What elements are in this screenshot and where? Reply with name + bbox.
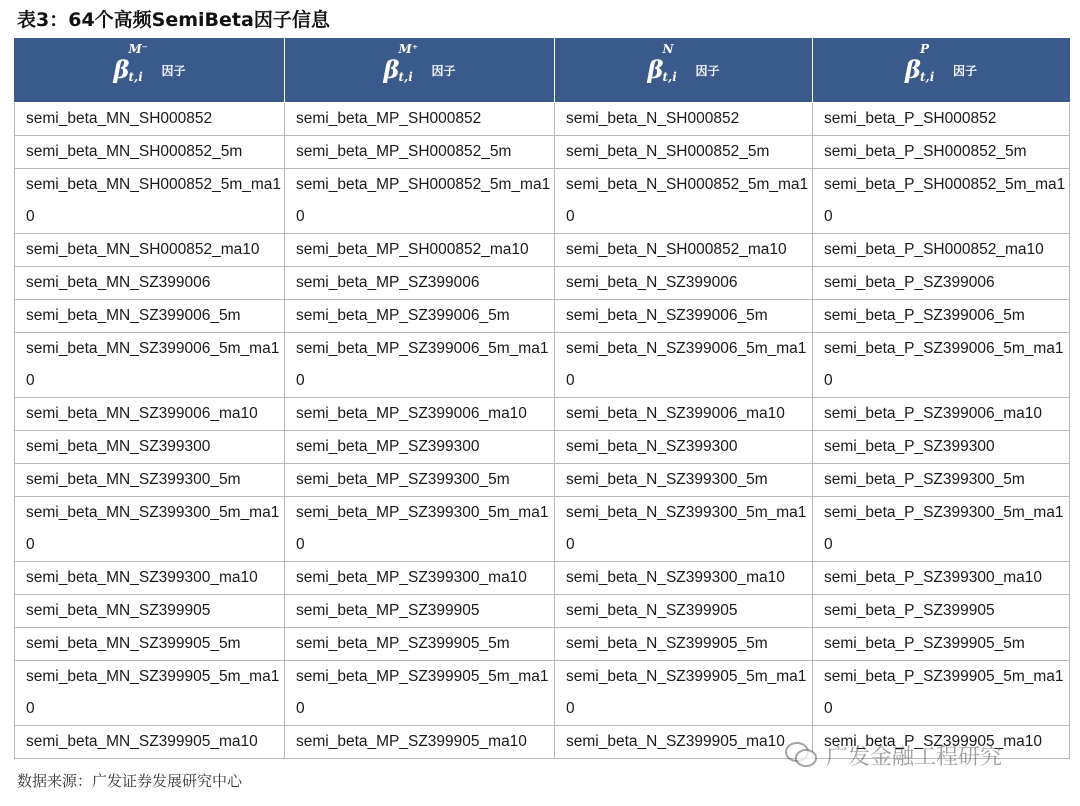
table-cell: semi_beta_N_SZ399300_5m_ma10 (555, 497, 813, 562)
table-cell: semi_beta_N_SZ399006 (555, 267, 813, 300)
table-cell: semi_beta_MP_SH000852 (285, 103, 555, 136)
table-cell: semi_beta_MN_SZ399905_ma10 (15, 726, 285, 759)
table-cell: semi_beta_P_SZ399300_5m_ma10 (813, 497, 1070, 562)
table-cell: semi_beta_MN_SH000852_5m_ma10 (15, 169, 285, 234)
table-cell: semi_beta_MP_SZ399300_5m_ma10 (285, 497, 555, 562)
table-cell: semi_beta_MP_SZ399905 (285, 595, 555, 628)
table-row (15, 300, 1070, 333)
beta-symbol: β P t,i (905, 42, 935, 84)
table-body (15, 103, 1070, 759)
table-cell: semi_beta_P_SH000852_ma10 (813, 234, 1070, 267)
table-cell: semi_beta_MN_SZ399006_5m (15, 300, 285, 333)
table-row (15, 661, 1070, 726)
table-row (15, 562, 1070, 595)
table-cell: semi_beta_P_SZ399300_ma10 (813, 562, 1070, 595)
table-cell: semi_beta_N_SH000852_ma10 (555, 234, 813, 267)
beta-symbol: β N t,i (647, 42, 677, 84)
table-cell: semi_beta_P_SH000852_5m_ma10 (813, 169, 1070, 234)
table-row (15, 169, 1070, 234)
beta-symbol: β M⁻ t,i (113, 42, 149, 84)
table-header (15, 38, 1070, 103)
table-cell: semi_beta_P_SZ399905_5m_ma10 (813, 661, 1070, 726)
beta-symbol: β M⁺ t,i (383, 42, 419, 84)
table-cell: semi_beta_MP_SZ399006_ma10 (285, 398, 555, 431)
watermark (784, 733, 1060, 777)
table-cell: semi_beta_N_SZ399006_5m_ma10 (555, 333, 813, 398)
table-cell: semi_beta_MN_SZ399905 (15, 595, 285, 628)
table-cell: semi_beta_N_SZ399300_5m (555, 464, 813, 497)
table-row (15, 234, 1070, 267)
table-cell: semi_beta_P_SZ399006_5m (813, 300, 1070, 333)
table-cell: semi_beta_MN_SZ399300_5m (15, 464, 285, 497)
table-cell: semi_beta_MN_SZ399905_5m_ma10 (15, 661, 285, 726)
table-row (15, 267, 1070, 300)
table-row (15, 464, 1070, 497)
table-cell: semi_beta_P_SH000852 (813, 103, 1070, 136)
table-cell: semi_beta_N_SZ399905_ma10 (555, 726, 813, 759)
table-cell: semi_beta_N_SZ399905_5m_ma10 (555, 661, 813, 726)
table-cell: semi_beta_MN_SZ399300_ma10 (15, 562, 285, 595)
table-cell: semi_beta_P_SZ399006_5m_ma10 (813, 333, 1070, 398)
table-cell: semi_beta_P_SZ399006 (813, 267, 1070, 300)
table-cell: semi_beta_P_SZ399905 (813, 595, 1070, 628)
table-cell: semi_beta_MP_SH000852_5m (285, 136, 555, 169)
table-row (15, 595, 1070, 628)
table-cell: semi_beta_MP_SZ399905_5m (285, 628, 555, 661)
table-cell: semi_beta_MP_SH000852_5m_ma10 (285, 169, 555, 234)
table-cell: semi_beta_N_SZ399300_ma10 (555, 562, 813, 595)
table-cell: semi_beta_P_SZ399905_5m (813, 628, 1070, 661)
source-note: 数据来源：广发证券发展研究中心 (17, 772, 243, 790)
table-cell: semi_beta_P_SZ399905_ma10 (813, 726, 1070, 759)
table-cell: semi_beta_N_SH000852_5m (555, 136, 813, 169)
table-row (15, 431, 1070, 464)
table-cell: semi_beta_MN_SH000852_5m (15, 136, 285, 169)
table-row (15, 398, 1070, 431)
table-row (15, 136, 1070, 169)
table-cell: semi_beta_MN_SH000852 (15, 103, 285, 136)
table-cell: semi_beta_MN_SH000852_ma10 (15, 234, 285, 267)
table-cell: semi_beta_MN_SZ399006 (15, 267, 285, 300)
table-cell: semi_beta_MP_SZ399905_ma10 (285, 726, 555, 759)
table-cell: semi_beta_MN_SZ399300_5m_ma10 (15, 497, 285, 562)
table-cell: semi_beta_MN_SZ399300 (15, 431, 285, 464)
table-cell: semi_beta_N_SZ399006_5m (555, 300, 813, 333)
table-title: 表3：64个高频SemiBeta因子信息 (17, 9, 330, 31)
table-cell: semi_beta_P_SZ399300 (813, 431, 1070, 464)
table-cell: semi_beta_MP_SZ399300 (285, 431, 555, 464)
table-cell: semi_beta_MP_SZ399300_ma10 (285, 562, 555, 595)
table-cell: semi_beta_MN_SZ399905_5m (15, 628, 285, 661)
watermark-text: 广发金融工程研究 (826, 744, 1003, 770)
table-cell: semi_beta_N_SZ399006_ma10 (555, 398, 813, 431)
table-cell: semi_beta_P_SH000852_5m (813, 136, 1070, 169)
header-cell-mn: β M⁻ t,i 因子 (15, 38, 285, 103)
table-row (15, 497, 1070, 562)
table-cell: semi_beta_MP_SZ399300_5m (285, 464, 555, 497)
table-cell: semi_beta_N_SZ399905 (555, 595, 813, 628)
table-cell: semi_beta_MP_SZ399905_5m_ma10 (285, 661, 555, 726)
table-cell: semi_beta_MP_SZ399006_5m_ma10 (285, 333, 555, 398)
table-cell: semi_beta_MP_SZ399006_5m (285, 300, 555, 333)
table-row (15, 333, 1070, 398)
table-row (15, 628, 1070, 661)
table-cell: semi_beta_P_SZ399300_5m (813, 464, 1070, 497)
factor-table (14, 38, 1070, 759)
table-cell: semi_beta_MN_SZ399006_5m_ma10 (15, 333, 285, 398)
table-cell: semi_beta_N_SZ399300 (555, 431, 813, 464)
table-cell: semi_beta_MP_SH000852_ma10 (285, 234, 555, 267)
table-cell: semi_beta_N_SH000852 (555, 103, 813, 136)
table-cell: semi_beta_MN_SZ399006_ma10 (15, 398, 285, 431)
header-cell-mp: β M⁺ t,i 因子 (285, 38, 555, 103)
header-cell-p: β P t,i 因子 (813, 38, 1070, 103)
table-cell: semi_beta_P_SZ399006_ma10 (813, 398, 1070, 431)
table-cell: semi_beta_MP_SZ399006 (285, 267, 555, 300)
header-cell-n: β N t,i 因子 (555, 38, 813, 103)
table-cell: semi_beta_N_SZ399905_5m (555, 628, 813, 661)
table-row (15, 103, 1070, 136)
table-cell: semi_beta_N_SH000852_5m_ma10 (555, 169, 813, 234)
wechat-icon (784, 740, 818, 770)
